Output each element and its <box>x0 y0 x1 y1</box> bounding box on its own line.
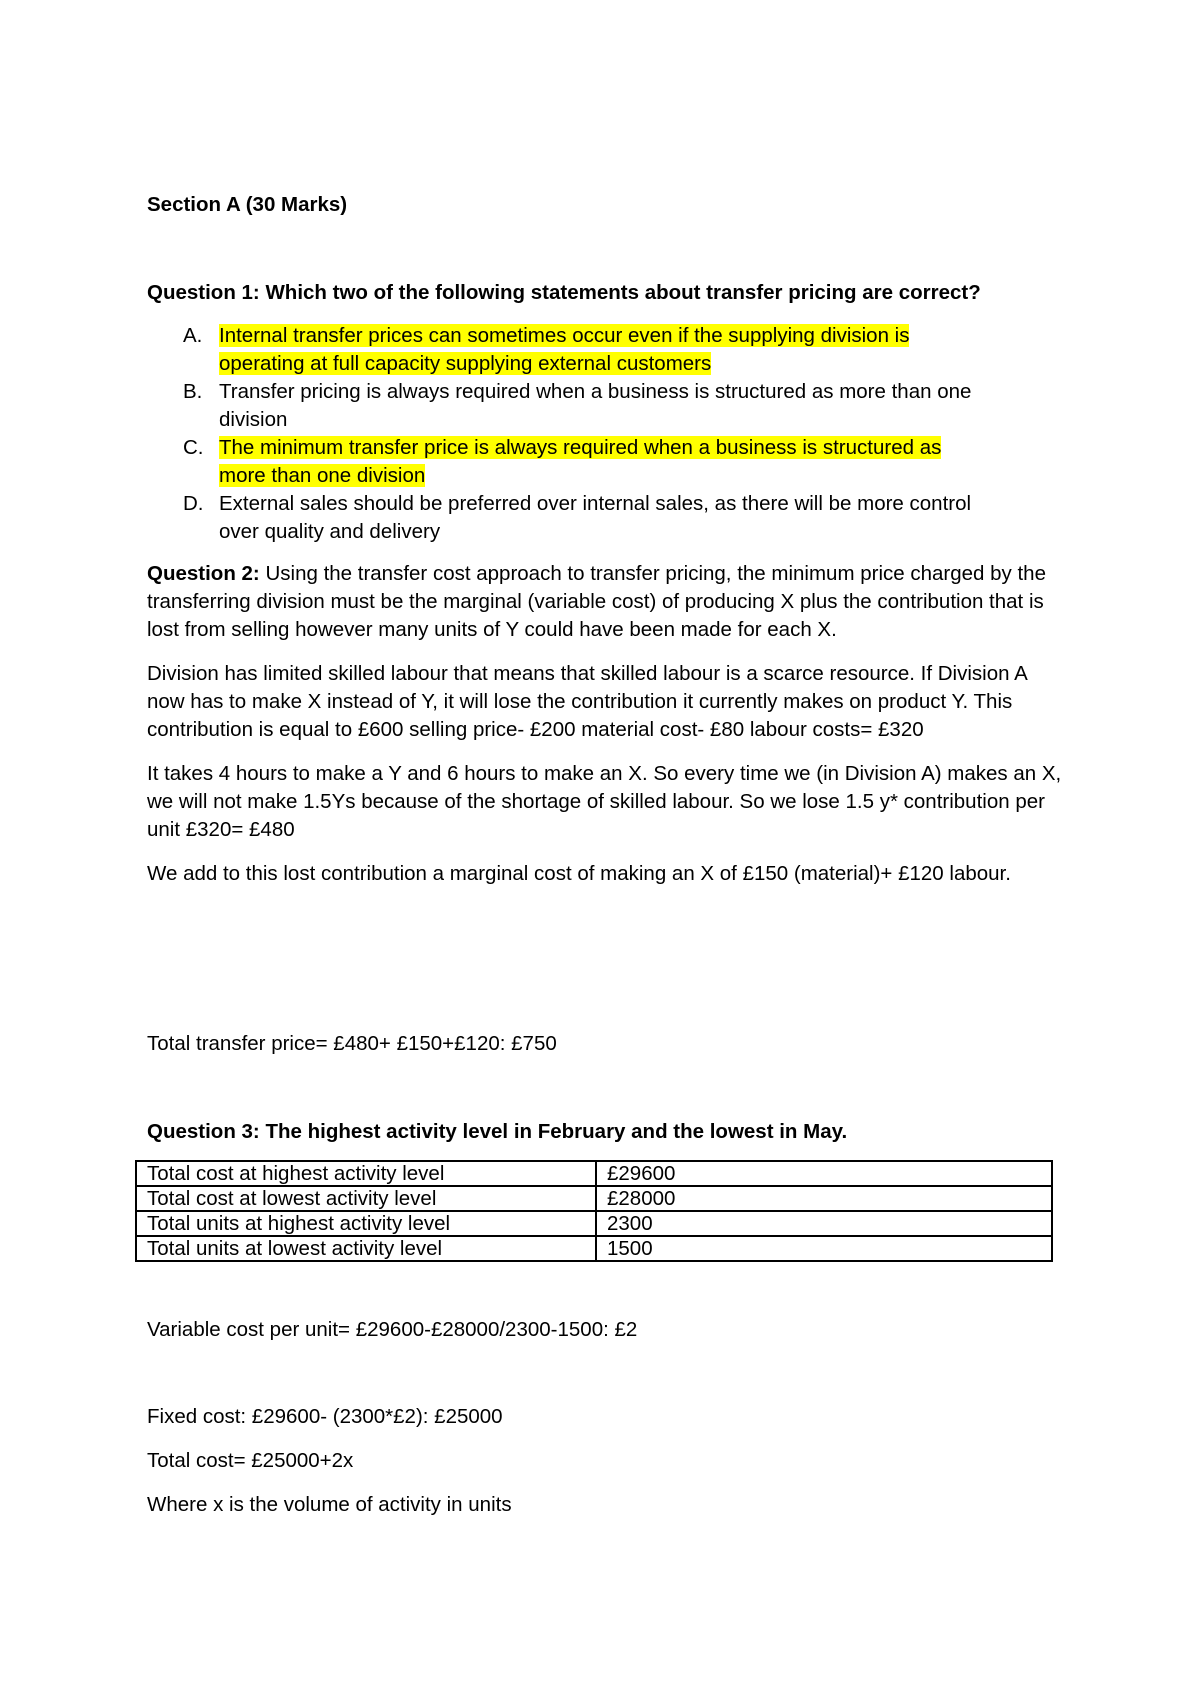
option-letter: B. <box>183 380 203 403</box>
question-2-paragraph: We add to this lost contribution a marginal cost of making an X of £150 (material)+ £120 labour. <box>147 862 1011 885</box>
variable-cost-line: Variable cost per unit= £29600-£28000/2300-1500: £2 <box>147 1318 638 1341</box>
option-d <box>147 490 1067 546</box>
option-a <box>147 322 1067 378</box>
where-line: Where x is the volume of activity in units <box>147 1493 512 1516</box>
question-2-label: Question 2: <box>147 562 260 585</box>
question-1-title: Question 1: Which two of the following statements about transfer pricing are correct? <box>147 281 981 304</box>
question-2-intro <box>147 560 1067 644</box>
option-letter: D. <box>183 492 204 515</box>
table-cell-value: 2300 <box>596 1211 1052 1236</box>
option-text-line: division <box>219 408 288 431</box>
option-letter: A. <box>183 324 203 347</box>
total-cost-line: Total cost= £25000+2x <box>147 1449 354 1472</box>
question-2-block <box>147 560 1067 904</box>
option-b <box>147 378 1067 434</box>
activity-cost-table <box>135 1160 1053 1262</box>
option-text-line: more than one division <box>219 464 426 487</box>
option-text-line: External sales should be preferred over internal sales, as there will be more control <box>219 492 972 515</box>
option-c <box>147 434 1067 490</box>
table-cell-label: Total units at highest activity level <box>136 1211 596 1236</box>
option-text-line: over quality and delivery <box>219 520 441 543</box>
question-3-title: Question 3: The highest activity level in February and the lowest in May. <box>147 1120 848 1143</box>
table-row <box>136 1161 1052 1186</box>
question-2-intro-text: Using the transfer cost approach to transfer pricing, the minimum price charged by the transferring division must be the marginal (variable cost) of producing X plus the contribution that is lost from selling however many units of Y could have been made for each X. <box>147 562 1046 641</box>
table-cell-label: Total cost at highest activity level <box>136 1161 596 1186</box>
table-cell-value: 1500 <box>596 1236 1052 1261</box>
question-2-paragraph: Division has limited skilled labour that means that skilled labour is a scarce resource. If Division A now has to make X instead of Y, it will lose the contribution it currently makes on product Y. This contribution is equal to £600 selling price- £200 material cost- £80 labour costs= £320 <box>147 662 1027 741</box>
table-cell-label: Total units at lowest activity level <box>136 1236 596 1261</box>
table-row <box>136 1236 1052 1261</box>
table-cell-value: £28000 <box>596 1186 1052 1211</box>
question-2-paragraph: It takes 4 hours to make a Y and 6 hours to make an X. So every time we (in Division A) makes an X, we will not make 1.5Ys because of the shortage of skilled labour. So we lose 1.5 y* contribution per unit £320= £480 <box>147 762 1062 841</box>
option-letter: C. <box>183 436 204 459</box>
option-text-line: Transfer pricing is always required when a business is structured as more than one <box>219 380 972 403</box>
table-row <box>136 1186 1052 1211</box>
option-text-line: The minimum transfer price is always required when a business is structured as <box>219 436 942 459</box>
table-cell-value: £29600 <box>596 1161 1052 1186</box>
option-text-line: Internal transfer prices can sometimes occur even if the supplying division is <box>219 324 910 347</box>
total-transfer-price: Total transfer price= £480+ £150+£120: £750 <box>147 1032 557 1055</box>
question-1-options <box>147 322 1067 546</box>
fixed-cost-line: Fixed cost: £29600- (2300*£2): £25000 <box>147 1405 503 1428</box>
option-text-line: operating at full capacity supplying external customers <box>219 352 712 375</box>
table-cell-label: Total cost at lowest activity level <box>136 1186 596 1211</box>
table-row <box>136 1211 1052 1236</box>
section-title: Section A (30 Marks) <box>147 193 348 216</box>
